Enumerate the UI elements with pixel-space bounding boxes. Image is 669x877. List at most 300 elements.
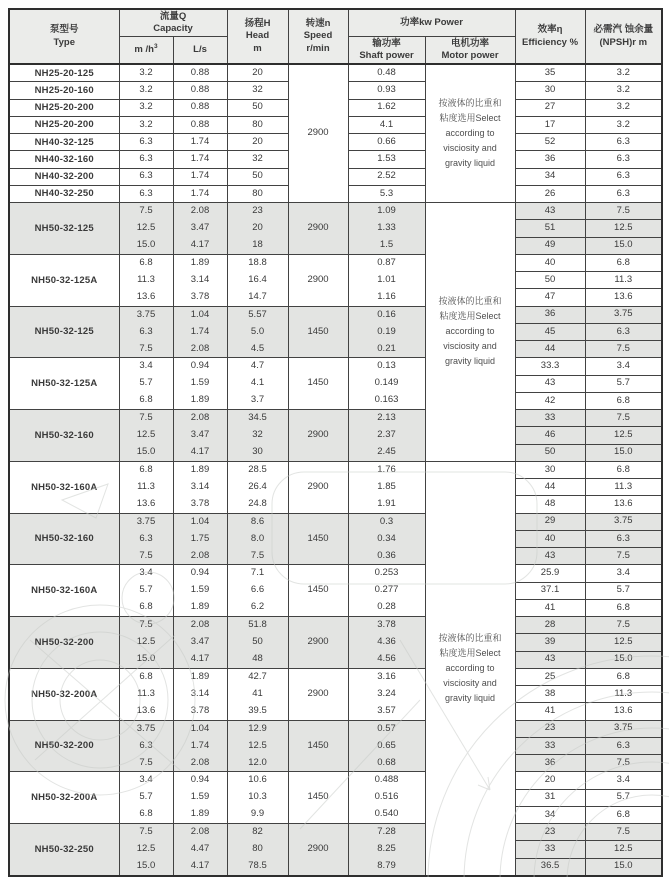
table-body xyxy=(9,64,662,876)
npsh-cell: 6.8 xyxy=(585,599,662,616)
head-cell: 12.0 xyxy=(227,755,288,772)
capacity-ls-cell: 4.17 xyxy=(173,444,227,461)
header-speed-en: Speed xyxy=(303,30,333,42)
efficiency-cell: 23 xyxy=(515,720,585,737)
efficiency-cell: 34 xyxy=(515,168,585,185)
efficiency-cell: 40 xyxy=(515,254,585,271)
pump-type-cell: NH50-32-125A xyxy=(9,254,119,306)
shaft-power-cell: 3.57 xyxy=(348,703,425,720)
motor-power-note-line: 按液体的比重和 xyxy=(438,632,502,643)
capacity-m3h-cell: 6.3 xyxy=(119,151,173,168)
efficiency-cell: 43 xyxy=(515,651,585,668)
shaft-power-cell: 0.253 xyxy=(348,565,425,582)
capacity-ls-cell: 2.08 xyxy=(173,824,227,841)
speed-cell: 2900 xyxy=(288,461,348,513)
capacity-m3h-cell: 13.6 xyxy=(119,703,173,720)
capacity-ls-cell: 1.59 xyxy=(173,582,227,599)
shaft-power-cell: 0.163 xyxy=(348,392,425,409)
npsh-cell: 15.0 xyxy=(585,444,662,461)
motor-power-note-line: 粘度选用Select xyxy=(439,311,501,322)
efficiency-cell: 41 xyxy=(515,703,585,720)
capacity-m3h-cell: 6.8 xyxy=(119,254,173,271)
efficiency-cell: 27 xyxy=(515,99,585,116)
capacity-ls-cell: 3.14 xyxy=(173,272,227,289)
speed-cell: 1450 xyxy=(288,306,348,358)
capacity-ls-cell: 1.89 xyxy=(173,392,227,409)
head-cell: 32 xyxy=(227,427,288,444)
head-cell: 78.5 xyxy=(227,858,288,876)
pump-type-cell: NH50-32-160 xyxy=(9,513,119,565)
pump-type-cell: NH25-20-200 xyxy=(9,116,119,133)
capacity-m3h-cell: 3.2 xyxy=(119,82,173,99)
npsh-cell: 5.7 xyxy=(585,375,662,392)
capacity-m3h-cell: 3.2 xyxy=(119,116,173,133)
efficiency-cell: 37.1 xyxy=(515,582,585,599)
head-cell: 24.8 xyxy=(227,496,288,513)
capacity-ls-cell: 3.78 xyxy=(173,496,227,513)
shaft-power-cell: 8.79 xyxy=(348,858,425,876)
head-cell: 39.5 xyxy=(227,703,288,720)
npsh-cell: 7.5 xyxy=(585,755,662,772)
capacity-m3h-cell: 3.2 xyxy=(119,99,173,116)
motor-power-note-line: 粘度选用Select xyxy=(439,647,501,658)
capacity-m3h-cell: 6.8 xyxy=(119,806,173,823)
shaft-power-cell: 4.1 xyxy=(348,116,425,133)
shaft-power-cell: 3.16 xyxy=(348,668,425,685)
pump-type-cell: NH25-20-200 xyxy=(9,99,119,116)
header-shaft-power xyxy=(348,37,425,65)
efficiency-cell: 36 xyxy=(515,755,585,772)
shaft-power-cell: 0.488 xyxy=(348,772,425,789)
npsh-cell: 7.5 xyxy=(585,617,662,634)
table-row xyxy=(9,254,662,271)
capacity-m3h-cell: 3.75 xyxy=(119,513,173,530)
head-cell: 80 xyxy=(227,185,288,202)
shaft-power-cell: 2.37 xyxy=(348,427,425,444)
header-motor-en: Motor power xyxy=(441,50,499,61)
table-row xyxy=(9,358,662,375)
capacity-m3h-cell: 6.3 xyxy=(119,134,173,151)
capacity-ls-cell: 2.08 xyxy=(173,341,227,358)
capacity-m3h-cell: 15.0 xyxy=(119,858,173,876)
capacity-m3h-cell: 5.7 xyxy=(119,582,173,599)
header-type-zh: 泵型号 xyxy=(49,24,79,36)
head-cell: 42.7 xyxy=(227,668,288,685)
header-type-en: Type xyxy=(53,36,75,48)
table-header xyxy=(9,9,662,64)
head-cell: 50 xyxy=(227,634,288,651)
npsh-cell: 3.75 xyxy=(585,306,662,323)
npsh-cell: 6.3 xyxy=(585,168,662,185)
head-cell: 20 xyxy=(227,64,288,82)
speed-cell: 2900 xyxy=(288,668,348,720)
head-cell: 18.8 xyxy=(227,254,288,271)
shaft-power-cell: 0.36 xyxy=(348,548,425,565)
npsh-cell: 6.8 xyxy=(585,806,662,823)
efficiency-cell: 38 xyxy=(515,686,585,703)
motor-power-note-line: gravity liquid xyxy=(445,356,496,367)
shaft-power-cell: 0.149 xyxy=(348,375,425,392)
header-speed-unit: r/min xyxy=(306,42,330,54)
capacity-m3h-cell: 7.5 xyxy=(119,410,173,427)
capacity-ls-cell: 4.17 xyxy=(173,237,227,254)
head-cell: 41 xyxy=(227,686,288,703)
motor-power-note-line: 按液体的比重和 xyxy=(438,296,502,307)
motor-power-note xyxy=(425,461,515,876)
pump-type-cell: NH50-32-250 xyxy=(9,824,119,876)
head-cell: 12.5 xyxy=(227,737,288,754)
capacity-ls-cell: 1.74 xyxy=(173,134,227,151)
motor-power-note-line: gravity liquid xyxy=(445,692,496,703)
capacity-ls-cell: 1.74 xyxy=(173,151,227,168)
head-cell: 32 xyxy=(227,82,288,99)
capacity-m3h-cell: 6.8 xyxy=(119,392,173,409)
npsh-cell: 3.2 xyxy=(585,99,662,116)
shaft-power-cell: 1.91 xyxy=(348,496,425,513)
speed-cell: 2900 xyxy=(288,254,348,306)
npsh-cell: 15.0 xyxy=(585,651,662,668)
capacity-ls-cell: 0.94 xyxy=(173,358,227,375)
header-efficiency xyxy=(515,9,585,64)
capacity-ls-cell: 1.59 xyxy=(173,789,227,806)
capacity-m3h-cell: 7.5 xyxy=(119,341,173,358)
head-cell: 20 xyxy=(227,220,288,237)
speed-cell: 2900 xyxy=(288,410,348,462)
header-motor-power xyxy=(425,37,515,65)
head-cell: 10.6 xyxy=(227,772,288,789)
shaft-power-cell: 0.68 xyxy=(348,755,425,772)
pump-type-cell: NH50-32-125 xyxy=(9,203,119,255)
pump-type-cell: NH50-32-160A xyxy=(9,565,119,617)
capacity-ls-cell: 3.14 xyxy=(173,686,227,703)
shaft-power-cell: 0.28 xyxy=(348,599,425,616)
shaft-power-cell: 0.65 xyxy=(348,737,425,754)
capacity-m3h-cell: 7.5 xyxy=(119,203,173,220)
shaft-power-cell: 2.45 xyxy=(348,444,425,461)
npsh-cell: 5.7 xyxy=(585,582,662,599)
efficiency-cell: 50 xyxy=(515,272,585,289)
npsh-cell: 6.3 xyxy=(585,323,662,340)
npsh-cell: 11.3 xyxy=(585,479,662,496)
capacity-m3h-cell: 11.3 xyxy=(119,272,173,289)
pump-type-cell: NH50-32-125 xyxy=(9,306,119,358)
npsh-cell: 6.8 xyxy=(585,392,662,409)
motor-power-note-line: according to xyxy=(445,128,495,138)
table-row xyxy=(9,617,662,634)
pump-type-cell: NH40-32-160 xyxy=(9,151,119,168)
capacity-m3h-cell: 15.0 xyxy=(119,444,173,461)
capacity-m3h-cell: 6.8 xyxy=(119,599,173,616)
capacity-m3h-cell: 12.5 xyxy=(119,634,173,651)
table-row xyxy=(9,720,662,737)
capacity-ls-cell: 0.88 xyxy=(173,82,227,99)
npsh-cell: 7.5 xyxy=(585,410,662,427)
head-cell: 80 xyxy=(227,116,288,133)
npsh-cell: 12.5 xyxy=(585,634,662,651)
npsh-cell: 7.5 xyxy=(585,824,662,841)
capacity-ls-cell: 1.74 xyxy=(173,168,227,185)
npsh-cell: 11.3 xyxy=(585,272,662,289)
header-head-unit: m xyxy=(253,42,262,54)
pump-type-cell: NH25-20-160 xyxy=(9,82,119,99)
capacity-ls-cell: 1.75 xyxy=(173,530,227,547)
capacity-ls-cell: 3.47 xyxy=(173,220,227,237)
header-power xyxy=(348,9,515,37)
capacity-ls-cell: 3.78 xyxy=(173,703,227,720)
capacity-m3h-cell: 12.5 xyxy=(119,841,173,858)
npsh-cell: 6.8 xyxy=(585,668,662,685)
table-row xyxy=(9,668,662,685)
speed-cell: 1450 xyxy=(288,720,348,772)
capacity-m3h-cell: 7.5 xyxy=(119,617,173,634)
efficiency-cell: 20 xyxy=(515,772,585,789)
capacity-ls-cell: 1.04 xyxy=(173,306,227,323)
npsh-cell: 3.4 xyxy=(585,772,662,789)
header-unit-ls: L/s xyxy=(173,37,227,65)
shaft-power-cell: 1.5 xyxy=(348,237,425,254)
header-efficiency-en: Efficiency % xyxy=(522,36,579,48)
shaft-power-cell: 0.57 xyxy=(348,720,425,737)
efficiency-cell: 45 xyxy=(515,323,585,340)
npsh-cell: 6.3 xyxy=(585,530,662,547)
capacity-ls-cell: 0.88 xyxy=(173,116,227,133)
npsh-cell: 6.3 xyxy=(585,737,662,754)
pump-type-cell: NH50-32-200A xyxy=(9,668,119,720)
pump-type-cell: NH50-32-200 xyxy=(9,720,119,772)
capacity-m3h-cell: 3.4 xyxy=(119,565,173,582)
shaft-power-cell: 1.33 xyxy=(348,220,425,237)
shaft-power-cell: 0.540 xyxy=(348,806,425,823)
head-cell: 12.9 xyxy=(227,720,288,737)
npsh-cell: 3.4 xyxy=(585,358,662,375)
speed-cell: 2900 xyxy=(288,824,348,876)
head-cell: 51.8 xyxy=(227,617,288,634)
head-cell: 3.7 xyxy=(227,392,288,409)
speed-cell: 1450 xyxy=(288,513,348,565)
efficiency-cell: 43 xyxy=(515,203,585,220)
efficiency-cell: 25 xyxy=(515,668,585,685)
motor-power-note-line: visciosity and xyxy=(443,341,497,352)
efficiency-cell: 36 xyxy=(515,151,585,168)
speed-cell: 2900 xyxy=(288,617,348,669)
shaft-power-cell: 0.21 xyxy=(348,341,425,358)
head-cell: 7.1 xyxy=(227,565,288,582)
capacity-ls-cell: 0.88 xyxy=(173,64,227,82)
efficiency-cell: 33 xyxy=(515,410,585,427)
capacity-ls-cell: 1.74 xyxy=(173,185,227,202)
head-cell: 32 xyxy=(227,151,288,168)
head-cell: 18 xyxy=(227,237,288,254)
capacity-m3h-cell: 7.5 xyxy=(119,755,173,772)
capacity-m3h-cell: 13.6 xyxy=(119,496,173,513)
efficiency-cell: 17 xyxy=(515,116,585,133)
efficiency-cell: 44 xyxy=(515,341,585,358)
head-cell: 34.5 xyxy=(227,410,288,427)
shaft-power-cell: 4.56 xyxy=(348,651,425,668)
npsh-cell: 6.3 xyxy=(585,151,662,168)
motor-power-note xyxy=(425,64,515,203)
header-head xyxy=(227,9,288,64)
pump-type-cell: NH50-32-160A xyxy=(9,461,119,513)
motor-power-note-line: 按液体的比重和 xyxy=(438,98,502,108)
shaft-power-cell: 8.25 xyxy=(348,841,425,858)
shaft-power-cell: 2.13 xyxy=(348,410,425,427)
capacity-ls-cell: 3.78 xyxy=(173,289,227,306)
motor-power-note-line: visciosity and xyxy=(443,677,497,688)
speed-cell: 1450 xyxy=(288,358,348,410)
speed-cell: 2900 xyxy=(288,203,348,255)
efficiency-cell: 35 xyxy=(515,64,585,82)
shaft-power-cell: 5.3 xyxy=(348,185,425,202)
efficiency-cell: 40 xyxy=(515,530,585,547)
capacity-m3h-cell: 7.5 xyxy=(119,824,173,841)
table-row xyxy=(9,824,662,841)
shaft-power-cell: 0.93 xyxy=(348,82,425,99)
efficiency-cell: 46 xyxy=(515,427,585,444)
npsh-cell: 13.6 xyxy=(585,496,662,513)
capacity-m3h-cell: 7.5 xyxy=(119,548,173,565)
capacity-m3h-cell: 3.2 xyxy=(119,64,173,82)
shaft-power-cell: 1.76 xyxy=(348,461,425,478)
pump-type-cell: NH40-32-200 xyxy=(9,168,119,185)
header-npsh xyxy=(585,9,662,64)
npsh-cell: 7.5 xyxy=(585,548,662,565)
capacity-m3h-cell: 6.8 xyxy=(119,461,173,478)
capacity-ls-cell: 1.89 xyxy=(173,668,227,685)
shaft-power-cell: 1.09 xyxy=(348,203,425,220)
table-row xyxy=(9,410,662,427)
efficiency-cell: 47 xyxy=(515,289,585,306)
efficiency-cell: 49 xyxy=(515,237,585,254)
head-cell: 14.7 xyxy=(227,289,288,306)
header-head-zh: 扬程H xyxy=(244,17,271,29)
efficiency-cell: 36 xyxy=(515,306,585,323)
npsh-cell: 12.5 xyxy=(585,220,662,237)
capacity-m3h-cell: 3.4 xyxy=(119,772,173,789)
npsh-cell: 3.2 xyxy=(585,82,662,99)
efficiency-cell: 41 xyxy=(515,599,585,616)
shaft-power-cell: 0.16 xyxy=(348,306,425,323)
shaft-power-cell: 0.34 xyxy=(348,530,425,547)
shaft-power-cell: 0.277 xyxy=(348,582,425,599)
header-speed xyxy=(288,9,348,64)
header-npsh-en: (NPSH)r m xyxy=(599,36,648,48)
capacity-ls-cell: 0.94 xyxy=(173,565,227,582)
capacity-ls-cell: 1.04 xyxy=(173,720,227,737)
capacity-ls-cell: 1.89 xyxy=(173,254,227,271)
speed-cell: 2900 xyxy=(288,64,348,203)
head-cell: 16.4 xyxy=(227,272,288,289)
capacity-m3h-cell: 5.7 xyxy=(119,375,173,392)
head-cell: 20 xyxy=(227,134,288,151)
head-cell: 6.2 xyxy=(227,599,288,616)
shaft-power-cell: 0.87 xyxy=(348,254,425,271)
motor-power-note-line: according to xyxy=(445,662,495,673)
npsh-cell: 12.5 xyxy=(585,427,662,444)
npsh-cell: 7.5 xyxy=(585,203,662,220)
efficiency-cell: 39 xyxy=(515,634,585,651)
shaft-power-cell: 1.62 xyxy=(348,99,425,116)
head-cell: 8.6 xyxy=(227,513,288,530)
pump-spec-table xyxy=(8,8,663,877)
header-capacity-zh: 流量Q xyxy=(159,10,187,22)
npsh-cell: 3.75 xyxy=(585,720,662,737)
shaft-power-cell: 3.78 xyxy=(348,617,425,634)
capacity-m3h-cell: 5.7 xyxy=(119,789,173,806)
efficiency-cell: 48 xyxy=(515,496,585,513)
efficiency-cell: 36.5 xyxy=(515,858,585,876)
efficiency-cell: 33 xyxy=(515,737,585,754)
capacity-m3h-cell: 6.3 xyxy=(119,737,173,754)
pump-type-cell: NH50-32-200A xyxy=(9,772,119,824)
npsh-cell: 5.7 xyxy=(585,789,662,806)
capacity-m3h-cell: 13.6 xyxy=(119,289,173,306)
capacity-ls-cell: 1.89 xyxy=(173,461,227,478)
capacity-m3h-cell: 12.5 xyxy=(119,427,173,444)
capacity-ls-cell: 4.47 xyxy=(173,841,227,858)
npsh-cell: 6.3 xyxy=(585,185,662,202)
capacity-m3h-cell: 6.8 xyxy=(119,668,173,685)
efficiency-cell: 31 xyxy=(515,789,585,806)
header-head-en: Head xyxy=(245,30,270,42)
shaft-power-cell: 2.52 xyxy=(348,168,425,185)
efficiency-cell: 30 xyxy=(515,461,585,478)
efficiency-cell: 33.3 xyxy=(515,358,585,375)
header-efficiency-zh: 效率η xyxy=(537,24,563,36)
efficiency-cell: 34 xyxy=(515,806,585,823)
npsh-cell: 12.5 xyxy=(585,841,662,858)
table-row xyxy=(9,772,662,789)
capacity-ls-cell: 1.89 xyxy=(173,599,227,616)
header-unit-m3h-sup: 3 xyxy=(153,43,158,51)
table-row xyxy=(9,461,662,478)
capacity-ls-cell: 4.17 xyxy=(173,651,227,668)
head-cell: 26.4 xyxy=(227,479,288,496)
npsh-cell: 6.8 xyxy=(585,461,662,478)
npsh-cell: 15.0 xyxy=(585,858,662,876)
head-cell: 5.0 xyxy=(227,323,288,340)
npsh-cell: 3.4 xyxy=(585,565,662,582)
shaft-power-cell: 1.53 xyxy=(348,151,425,168)
speed-cell: 1450 xyxy=(288,772,348,824)
head-cell: 4.7 xyxy=(227,358,288,375)
capacity-ls-cell: 3.47 xyxy=(173,634,227,651)
efficiency-cell: 29 xyxy=(515,513,585,530)
shaft-power-cell: 4.36 xyxy=(348,634,425,651)
efficiency-cell: 44 xyxy=(515,479,585,496)
efficiency-cell: 25.9 xyxy=(515,565,585,582)
efficiency-cell: 50 xyxy=(515,444,585,461)
capacity-m3h-cell: 6.3 xyxy=(119,168,173,185)
pump-type-cell: NH50-32-160 xyxy=(9,410,119,462)
shaft-power-cell: 1.01 xyxy=(348,272,425,289)
capacity-m3h-cell: 15.0 xyxy=(119,237,173,254)
capacity-ls-cell: 2.08 xyxy=(173,410,227,427)
head-cell: 50 xyxy=(227,168,288,185)
capacity-m3h-cell: 3.4 xyxy=(119,358,173,375)
header-speed-zh: 转速n xyxy=(305,17,331,29)
pump-type-cell: NH50-32-200 xyxy=(9,617,119,669)
table-row xyxy=(9,306,662,323)
shaft-power-cell: 0.516 xyxy=(348,789,425,806)
npsh-cell: 3.2 xyxy=(585,64,662,82)
efficiency-cell: 51 xyxy=(515,220,585,237)
efficiency-cell: 52 xyxy=(515,134,585,151)
capacity-ls-cell: 2.08 xyxy=(173,617,227,634)
head-cell: 5.57 xyxy=(227,306,288,323)
head-cell: 30 xyxy=(227,444,288,461)
efficiency-cell: 42 xyxy=(515,392,585,409)
